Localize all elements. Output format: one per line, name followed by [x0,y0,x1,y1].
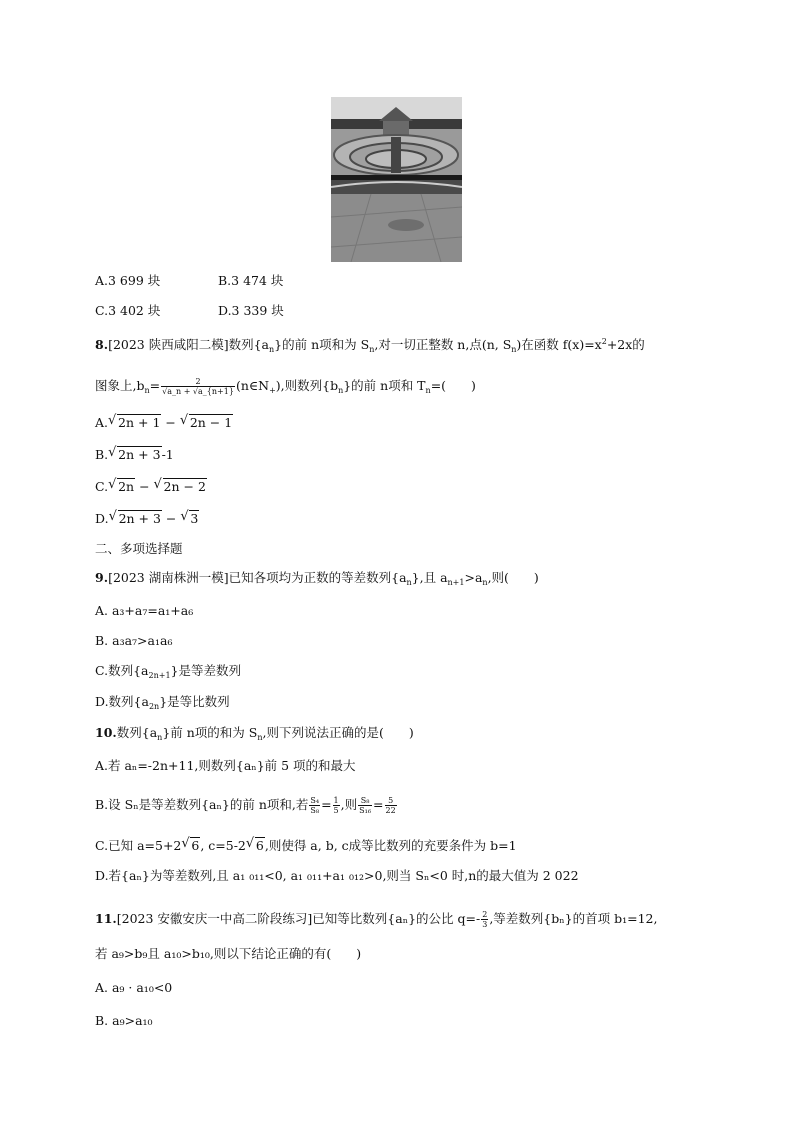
question-source: [2023 湖南株洲一模] [108,570,229,585]
q8-stem-line2: 图象上$,b_n=$ $\frac{2}{√a\_n + √a\_\{n+1\}}$ $(n\in N_+)$,则数列$\{b_n\}$的前 n项和 $T_n=$( ) [95,377,476,396]
q9-option-c: C.数列$\{a_{2n+1}\}$是等差数列 [95,663,241,680]
q7-option-c: C.3 402 块 [95,303,161,318]
sqrt-expression: √ 2n [108,477,135,494]
section-heading: 二、多项选择题 [95,541,183,556]
q11-stem-line1: 11.[2023 安徽安庆一中高二阶段练习]已知等比数列{aₙ}的公比 q=- $\frac{2}{3}$ ,等差数列{bₙ}的首项 b₁=12, [95,910,658,929]
sqrt-expression: √ 6 [181,836,200,853]
fraction: $\frac{2}{3}$ [482,910,488,929]
q8-option-c: C. √ 2n − √ 2n − 2 [95,477,206,494]
question-source: [2023 陕西咸阳二模] [108,337,229,352]
q9-option-b: B. a₃a₇>a₁a₆ [95,633,173,648]
q10-option-c: C.已知 a=5+2 √ 6, c=5-2 √ 6,则使得 a, b, c成等比数列的充要条件为 b=1 [95,836,517,853]
q8-option-b: B. √ 2n + 3-1 [95,445,174,462]
q9-stem: 9.[2023 湖南株洲一模]已知各项均为正数的等差数列$\{a_n\}$,且 $a_{n+1}>a_n$,则( ) [95,570,539,587]
fraction: $\frac{5}{22}$ [385,796,396,815]
q8-option-d: D. √ 2n + 3 − √ 3 [95,509,199,526]
sqrt-expression: √ 2n + 3 [108,445,161,462]
q10-option-b: B.设 Sₙ是等差数列{aₙ}的前 n项和,若 $\frac{\text{S₄}}{\text{S₈}}$ = $\frac{1}{5}$ ,则 $\frac{\text{S₈}}{\text{S₁₆}}$ = $\frac{5}{22}$ [95,796,396,815]
q7-option-d: D.3 339 块 [218,303,284,318]
q7-option-b: B.3 474 块 [218,273,284,288]
sqrt-expression: √ 2n + 3 [108,509,161,526]
fraction: $\frac{1}{5}$ [333,796,339,815]
fraction: $\frac{\text{S₄}}{\text{S₈}}$ [310,796,320,815]
sqrt-expression: √ 6 [245,836,264,853]
bn-fraction: $\frac{2}{√a\_n + √a\_\{n+1\}}$ [162,377,234,396]
q11-stem-line2: 若 a₉>b₉且 a₁₀>b₁₀,则以下结论正确的有( ) [95,946,362,961]
q11-option-b: B. a₉>a₁₀ [95,1013,153,1028]
sqrt-expression: √ 2n + 1 [108,413,161,430]
question-number: 10. [95,725,117,740]
q7-option-a: A.3 699 块 [95,273,161,288]
q8-option-a: A. √ 2n + 1 − √ 2n − 1 [95,413,233,430]
q9-option-a: A. a₃+a₇=a₁+a₆ [95,603,194,618]
q8-stem-line1: 8.[2023 陕西咸阳二模]数列$\{a_n\}$的前 n项和为 $S_n$,对一切正整数 n,点(n, $S_n$)在函数 $f(x)=x^2+2x$的 [95,337,645,354]
q10-stem: 10.数列$\{a_n\}$前 n项的和为 $S_n$,则下列说法正确的是( ) [95,725,414,742]
question-number: 11. [95,911,117,926]
question-number: 9. [95,570,109,585]
fraction: $\frac{\text{S₈}}{\text{S₁₆}}$ [359,796,372,815]
temple-photo [331,97,462,262]
q10-option-a: A.若 aₙ=-2n+11,则数列{aₙ}前 5 项的和最大 [95,758,356,773]
q11-option-a: A. a₉ · a₁₀<0 [95,980,173,995]
sqrt-expression: √ 2n − 1 [179,413,233,430]
q9-option-d: D.数列$\{a_{2n}\}$是等比数列 [95,694,230,711]
question-number: 8. [95,337,109,352]
sqrt-expression: √ 3 [180,509,199,526]
sqrt-expression: √ 2n − 2 [153,477,206,494]
q10-option-d: D.若{aₙ}为等差数列,且 a₁ ₀₁₁<0, a₁ ₀₁₁+a₁ ₀₁₂>0,则当 Sₙ<0 时,n的最大值为 2 022 [95,868,579,883]
